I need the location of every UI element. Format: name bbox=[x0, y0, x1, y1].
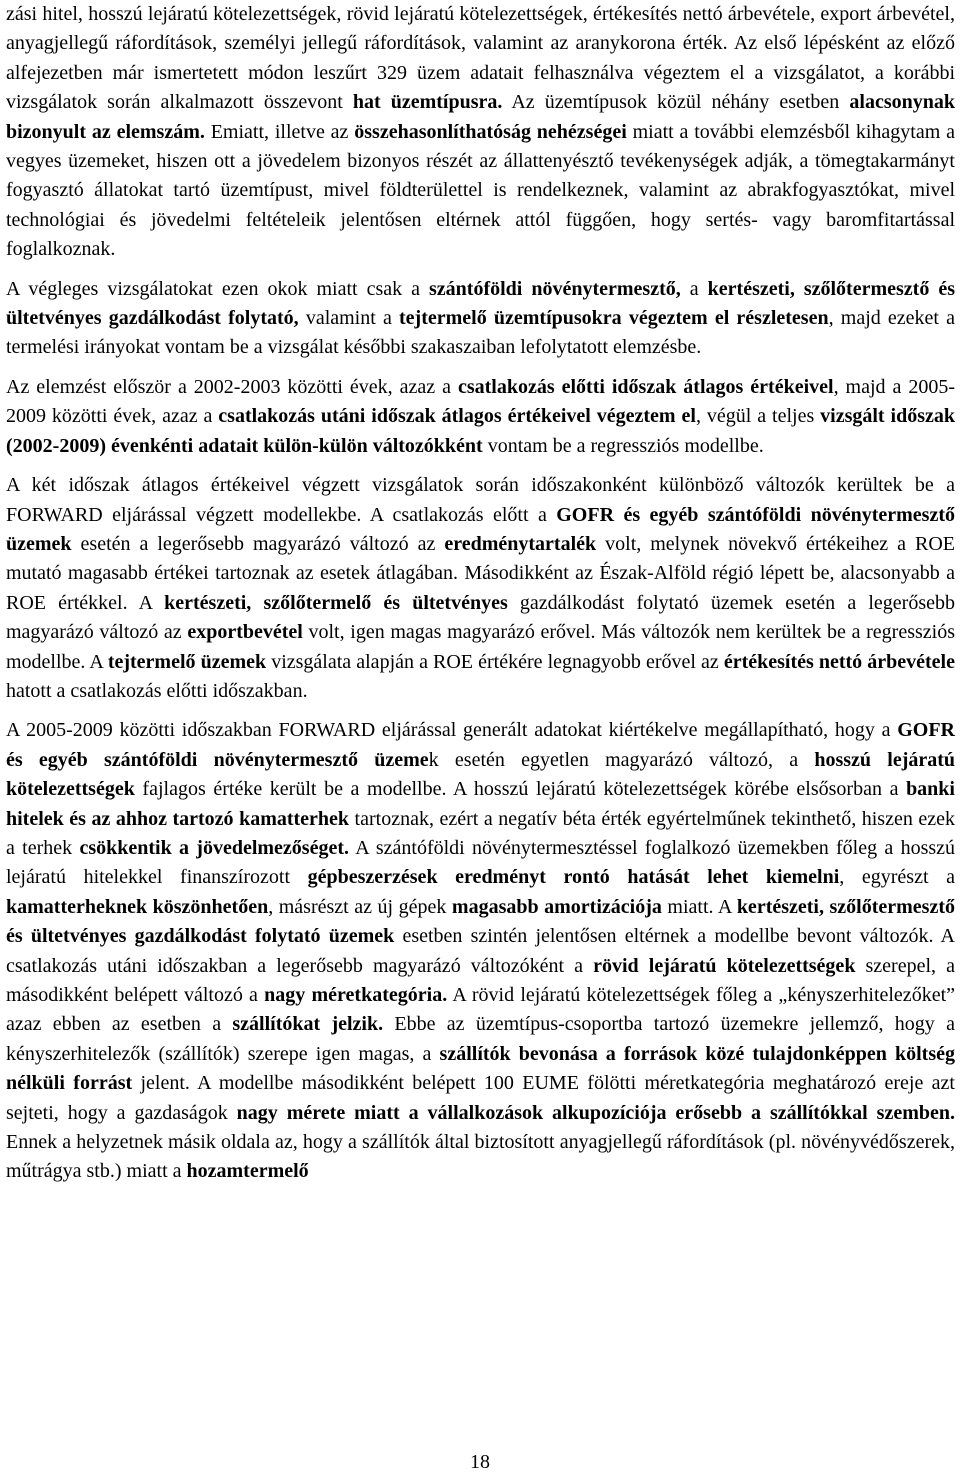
bold-text-run: rövid lejáratú kötelezettségek bbox=[593, 954, 856, 977]
text-run: gazdálkodást folytató üzemek esetén a legerősebb magyarázó változó az bbox=[6, 591, 956, 644]
text-run: A végleges vizsgálatokat ezen okok miatt csak a bbox=[6, 277, 430, 300]
text-run: Ebbe az üzemtípus-csoportba tartozó üzemekre jellemző, hogy a kényszerhitelezők (szállítók) szerepe igen magas, a bbox=[6, 1013, 955, 1065]
text-run: miatt. A bbox=[661, 895, 737, 918]
text-run: hatott a csatlakozás előtti időszakban. bbox=[6, 679, 308, 702]
text-run: tartoznak, ezért a negatív béta érték egyértelműnek tekinthető, hiszen ezek a terhek bbox=[6, 807, 955, 859]
text-run: esetén a legerősebb magyarázó változó az bbox=[71, 532, 445, 555]
body-text bbox=[6, 0, 955, 1197]
text-run: A két időszak átlagos értékeivel végzett vizsgálatok során időszakonként különböző változók kerültek be a FORWARD eljárással végzett modellekbe. A csatlakozás előtt a bbox=[6, 474, 955, 526]
text-run: szerepel, a másodikként belépett változó a bbox=[6, 954, 955, 1006]
paragraph bbox=[6, 471, 955, 706]
bold-text-run: eredménytartalék bbox=[444, 532, 597, 555]
text-run: vizsgálata alapján a ROE értékére legnagyobb erővel az bbox=[266, 650, 724, 673]
text-run: Ennek a helyzetnek másik oldala az, hogy a szállítók által biztosított anyagjellegű ráfordítások (pl. növényvédőszerek, műtrágya stb.) miatt a bbox=[6, 1131, 955, 1183]
text-run: A szántóföldi növénytermesztéssel foglalkozó üzemekben főleg a hosszú lejáratú hitelekkel finanszírozott bbox=[6, 836, 956, 889]
bold-text-run: tejtermelő üzemek bbox=[107, 650, 267, 673]
bold-text-run: szállítókat jelzik. bbox=[232, 1013, 384, 1036]
bold-text-run: kertészeti, szőlőtermesztő és ültetvényes gazdálkodást folytató üzemek bbox=[6, 895, 956, 948]
bold-text-run: GOFR és egyéb szántóföldi növénytermesztő üzemek bbox=[6, 503, 955, 555]
bold-text-run: tejtermelő üzemtípusokra végeztem el részletesen bbox=[399, 307, 829, 330]
text-run: Az elemzést először a 2002-2003 közötti évek, azaz a bbox=[6, 375, 458, 398]
bold-text-run: kamatterheknek köszönhetően bbox=[6, 895, 269, 918]
bold-text-run: banki hitelek és az ahhoz tartozó kamatterhek bbox=[6, 778, 955, 830]
text-run: , másrészt az új gépek bbox=[268, 895, 452, 918]
text-run: , végül a teljes bbox=[695, 405, 821, 428]
bold-text-run: hat üzemtípusra. bbox=[352, 91, 503, 114]
bold-text-run: csatlakozás előtti időszak átlagos értékeivel bbox=[457, 375, 834, 398]
text-run: valamint a bbox=[298, 307, 400, 330]
bold-text-run: alacsonynak bizonyult az elemszám. bbox=[6, 91, 955, 143]
paragraph bbox=[6, 275, 955, 363]
text-run: , majd ezeket a termelési irányokat vontam be a vizsgálat későbbi szakaszaiban lefolytatott elemzésbe. bbox=[6, 307, 956, 359]
text-run: zási hitel, hosszú lejáratú kötelezettségek, rövid lejáratú kötelezettségek, értékesítés nettó árbevétele, export árbevétel, anyagjellegű ráfordítások, személyi jellegű ráfordítások, valamint az aranykorona érték. Az első lépésként az előző alfejezetben már ismertetett módon leszűrt 329 üzem adatait felhasználva végeztem el a vizsgálatot, a korábbi vizsgálatok során alkalmazott összevont bbox=[6, 3, 955, 114]
bold-text-run: nagy mérete miatt a vállalkozások alkupozíciója erősebb a szállítókkal szemben. bbox=[236, 1101, 955, 1124]
text-run: miatt a további elemzésből kihagytam a vegyes üzemeket, hiszen ott a jövedelem bizonyos részét az állattenyésztő tevékenységek adják, a tömegtakarmányt fogyasztó állatokat tartó üzemtípust, mivel földterülettel is rendelkeznek, valamint az abrakfogyasztókat, mivel technológiai és jövedelmi feltételeik jelentősen eltérnek attól függően, hogy sertés- vagy baromfitartással foglalkoznak. bbox=[6, 120, 956, 261]
bold-text-run: csatlakozás utáni időszak átlagos értékeivel végeztem el bbox=[218, 405, 696, 428]
bold-text-run: vizsgált időszak (2002-2009) évenkénti adatait külön-külön változókként bbox=[6, 405, 955, 457]
text-run: fajlagos értéke került be a modellbe. A hosszú lejáratú kötelezettségek körébe elsősorban a bbox=[134, 778, 907, 801]
bold-text-run: értékesítés nettó árbevétele bbox=[723, 650, 955, 673]
text-run: jelent. A modellbe másodikként belépett 100 EUME fölötti méretkategória meghatározó ereje azt sejteti, hogy a gazdaságok bbox=[6, 1072, 955, 1124]
bold-text-run: nagy méretkategória. bbox=[264, 984, 448, 1006]
text-run: volt, melynek növekvő értékeihez a ROE mutató magasabb értékei tartoznak az esetek átlagában. Másodikként az Észak-Alföld régió lépett be, alacsonyabb a ROE értékkel. A bbox=[6, 532, 955, 614]
paragraph bbox=[6, 716, 955, 1187]
text-run: vontam be a regressziós modellbe. bbox=[482, 434, 764, 457]
text-run: a bbox=[680, 277, 708, 300]
text-run: volt, igen magas magyarázó erővel. Más változók nem kerültek be a regressziós modellbe. A bbox=[6, 621, 955, 673]
text-run: Az üzemtípusok közül néhány esetben bbox=[502, 91, 850, 114]
bold-text-run: hosszú lejáratú kötelezettségek bbox=[6, 748, 956, 801]
bold-text-run: szántóföldi növénytermesztő, bbox=[429, 277, 681, 300]
bold-text-run: kertészeti, szőlőtermelő és ültetvényes bbox=[164, 591, 508, 614]
text-run: k esetén egyetlen magyarázó változó, a bbox=[428, 748, 815, 771]
bold-text-run: hozamtermelő bbox=[186, 1160, 309, 1183]
text-run: Emiatt, illetve az bbox=[204, 120, 355, 143]
bold-text-run: GOFR és egyéb szántóföldi növénytermesztő üzeme bbox=[6, 719, 955, 771]
page-number: 18 bbox=[470, 1451, 490, 1473]
text-run: A 2005-2009 közötti időszakban FORWARD eljárással generált adatokat kiértékelve megállapítható, hogy a bbox=[6, 719, 898, 742]
bold-text-run: csökkentik a jövedelmezőséget. bbox=[79, 836, 350, 859]
bold-text-run: exportbevétel bbox=[187, 621, 303, 644]
bold-text-run: gépbeszerzések eredményt rontó hatását lehet kiemelni bbox=[307, 866, 840, 889]
bold-text-run: kertészeti, szőlőtermesztő és ültetvényes gazdálkodást folytató, bbox=[6, 277, 955, 330]
bold-text-run: összehasonlíthatóság nehézségei bbox=[354, 120, 627, 143]
paragraph bbox=[6, 373, 955, 461]
text-run: , majd a 2005-2009 közötti évek, azaz a bbox=[6, 375, 955, 428]
text-run: A rövid lejáratú kötelezettségek főleg a „kényszerhitelezőket” azaz ebben az esetben a bbox=[6, 984, 955, 1036]
bold-text-run: szállítók bevonása a források közé tulajdonképpen költség nélküli forrást bbox=[6, 1042, 955, 1095]
paragraph bbox=[6, 0, 955, 265]
bold-text-run: magasabb amortizációja bbox=[451, 895, 662, 918]
text-run: , egyrészt a bbox=[839, 866, 955, 889]
text-run: esetben szintén jelentősen eltérnek a modellbe bevont változók. A csatlakozás utáni időszakban a legerősebb magyarázó változóként a bbox=[6, 925, 955, 977]
